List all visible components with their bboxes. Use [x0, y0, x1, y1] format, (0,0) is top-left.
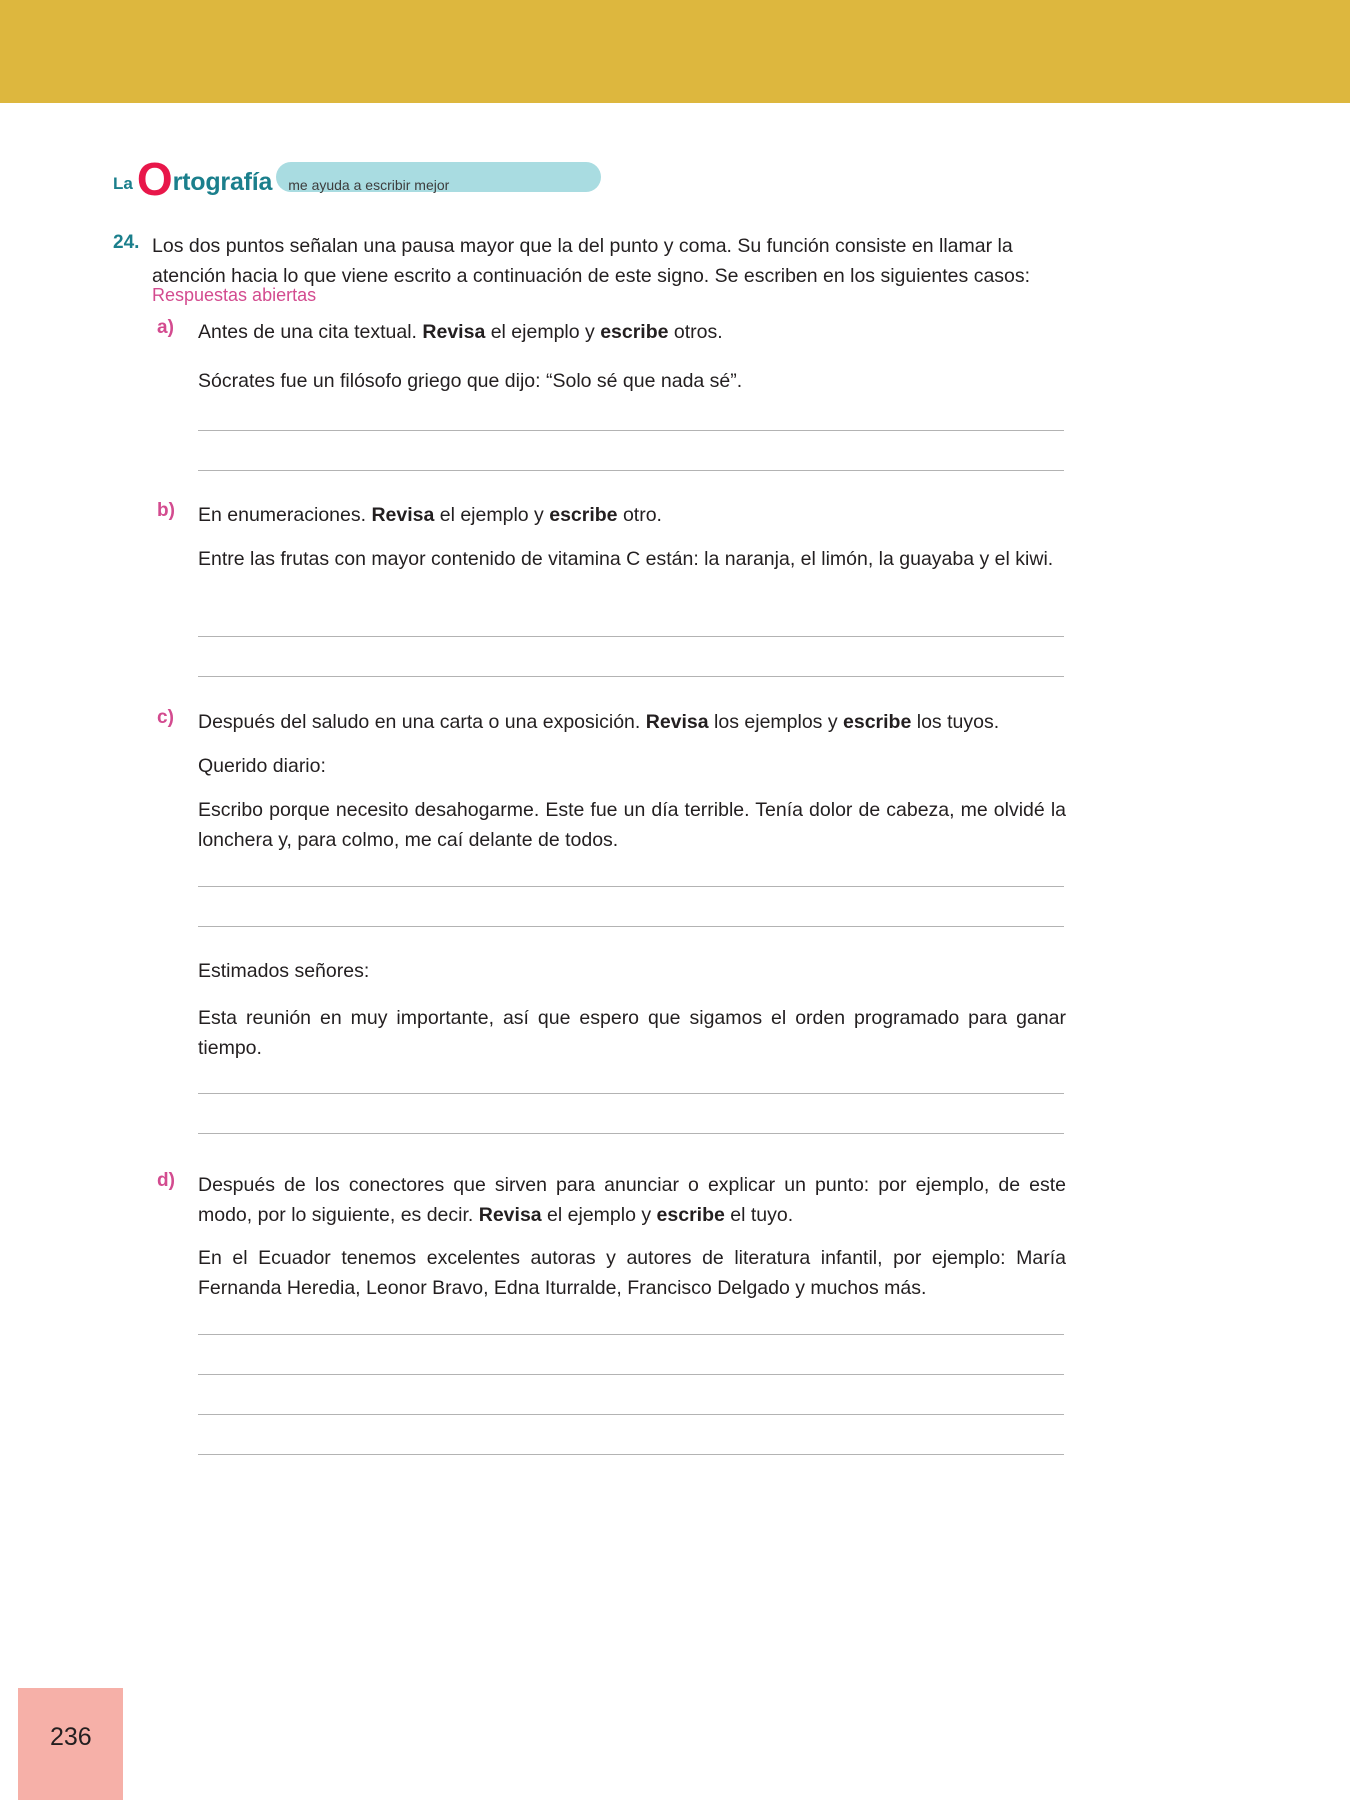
answers-note: Respuestas abiertas — [152, 285, 317, 305]
top-decorative-band — [0, 0, 1350, 103]
item-b-prompt-pre: En enumeraciones. — [198, 504, 372, 526]
item-letter-c: c) — [157, 707, 174, 728]
item-c-prompt-bold1: Revisa — [645, 711, 709, 733]
item-a-prompt-mid: el ejemplo y — [485, 321, 601, 343]
item-b-prompt-bold2: escribe — [549, 504, 618, 526]
item-d-prompt-mid: el ejemplo y — [541, 1204, 657, 1226]
item-d-prompt-post: el tuyo. — [724, 1204, 794, 1226]
page-number: 236 — [50, 1723, 92, 1751]
section-header-prefix: La — [113, 174, 133, 193]
section-header — [113, 153, 450, 205]
item-c-example-4: Esta reunión en muy importante, así que espero que sigamos el orden programado para ganar tiempo. — [198, 1007, 1066, 1059]
answer-line[interactable] — [198, 1374, 1064, 1375]
item-a-example-1: Sócrates fue un filósofo griego que dijo: “Solo sé que nada sé”. — [198, 370, 743, 392]
item-c-example-1: Querido diario: — [198, 755, 326, 777]
section-header-tagline: me ayuda a escribir mejor — [288, 177, 450, 193]
item-letter-b: b) — [157, 500, 175, 521]
left-margin-strip — [0, 103, 18, 1800]
item-prompt-d — [198, 1170, 1066, 1230]
section-header-dropcap: O — [136, 153, 173, 205]
answer-line[interactable] — [198, 470, 1064, 471]
item-d-example-1: En el Ecuador tenemos excelentes autoras y autores de literatura infantil, por ejemplo: María Fernanda Heredia, Leonor Bravo, Edna Iturralde, Francisco Delgado y muchos más. — [198, 1247, 1066, 1299]
answer-line[interactable] — [198, 886, 1064, 887]
item-b-prompt-bold1: Revisa — [371, 504, 435, 526]
answer-line[interactable] — [198, 430, 1064, 431]
answer-line[interactable] — [198, 1454, 1064, 1455]
item-d-prompt-bold1: Revisa — [478, 1204, 542, 1226]
exercise-intro-text: Los dos puntos señalan una pausa mayor que la del punto y coma. Su función consiste en llamar la atención hacia lo que viene escrito a continuación de este signo. Se escriben en los siguientes casos: — [152, 235, 1031, 287]
item-d-prompt-pre: Después de los conectores que sirven para anunciar o explicar un punto: por ejemplo, de este modo, por lo siguiente, es decir. — [198, 1174, 1066, 1226]
item-c-prompt-mid: los ejemplos y — [708, 711, 844, 733]
exercise-number: 24. — [113, 232, 140, 253]
answer-line[interactable] — [198, 926, 1064, 927]
item-d-prompt-bold2: escribe — [656, 1204, 725, 1226]
answer-line[interactable] — [198, 676, 1064, 677]
item-b-prompt-mid: el ejemplo y — [434, 504, 550, 526]
item-prompt-a — [198, 317, 1066, 347]
section-header-word: rtografía — [172, 167, 273, 196]
item-a-prompt-bold2: escribe — [600, 321, 669, 343]
item-letter-a: a) — [157, 317, 174, 338]
answer-line[interactable] — [198, 1334, 1064, 1335]
item-a-prompt-pre: Antes de una cita textual. — [198, 321, 423, 343]
item-a-prompt-post: otros. — [668, 321, 723, 343]
answer-line[interactable] — [198, 1133, 1064, 1134]
item-prompt-b — [198, 500, 1066, 530]
item-b-example-1: Entre las frutas con mayor contenido de vitamina C están: la naranja, el limón, la guayaba y el kiwi. — [198, 548, 1054, 570]
answer-line[interactable] — [198, 1093, 1064, 1094]
item-letter-d: d) — [157, 1170, 175, 1191]
item-prompt-c — [198, 707, 1066, 737]
item-b-prompt-post: otro. — [617, 504, 662, 526]
item-c-prompt-bold2: escribe — [843, 711, 912, 733]
item-a-prompt-bold1: Revisa — [422, 321, 486, 343]
item-c-example-2: Escribo porque necesito desahogarme. Este fue un día terrible. Tenía dolor de cabeza, me olvidé la lonchera y, para colmo, me caí delante de todos. — [198, 799, 1066, 851]
answer-line[interactable] — [198, 1414, 1064, 1415]
answer-line[interactable] — [198, 636, 1064, 637]
item-c-prompt-post: los tuyos. — [911, 711, 1000, 733]
item-c-prompt-pre: Después del saludo en una carta o una exposición. — [198, 711, 646, 733]
item-c-example-3: Estimados señores: — [198, 960, 370, 982]
